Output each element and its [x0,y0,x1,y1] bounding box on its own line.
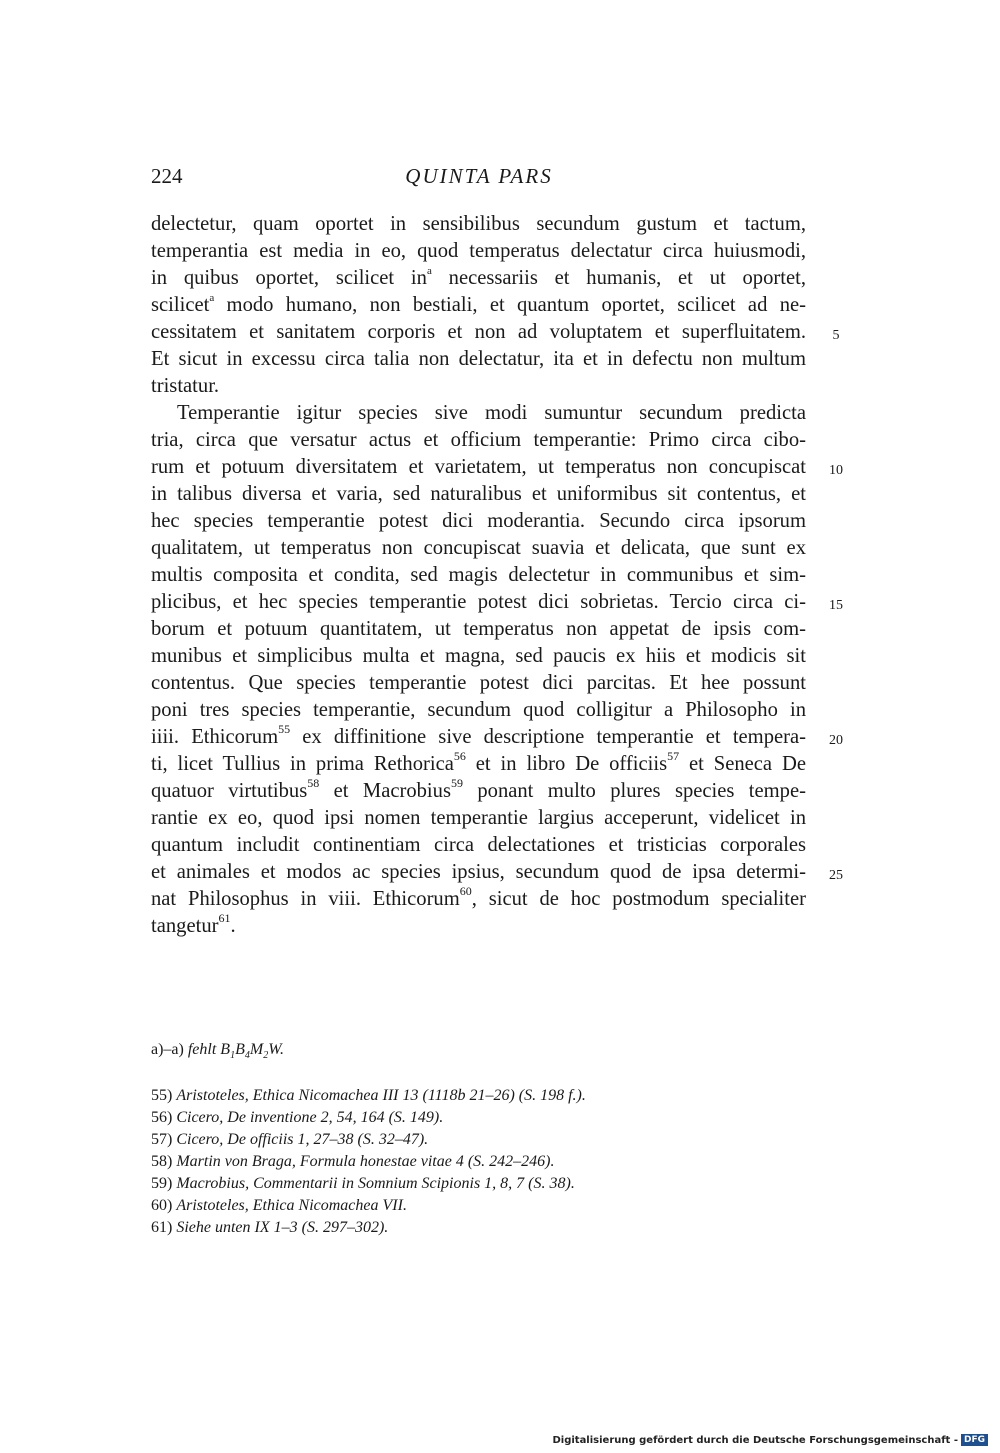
text-line: hec species temperantie potest dici moderantia. Secundo circa ipsorum [151,510,806,532]
text-line: cessitatem et sanitatem corporis et non ad voluptatem et superfluitatem. [151,321,806,343]
footer-text: Digitalisierung gefördert durch die Deutsche Forschungsgemeinschaft - [552,1434,958,1446]
text-line: in quibus oportet, scilicet $in^a$ necessariis et humanis, et ut oportet, [151,265,806,289]
text-line: poni tres species temperantie, secundum quod colligitur a Philosopho in [151,699,806,721]
text-line: munibus et simplicibus multa et magna, sed paucis ex hiis et modicis sit [151,645,806,667]
text-line: multis composita et condita, sed magis delectetur in communibus et sim- [151,564,806,586]
text-line: tristatur. [151,375,220,397]
text-line: et animales et modos ac species ipsius, secundum quod de ipsa determi- [151,861,806,883]
footnote-ref: 59 [450,776,463,791]
line-number: 25 [829,868,843,883]
text-line: quatuor virtutibus$^{58}$ et Macrobius$^{59}$ ponant multo plures species tempe- [151,776,806,802]
text-line: tangetur$^{61}$. [151,911,236,937]
text-line: quantum includit continentiam circa delectationes et tristicias corporales [151,834,806,856]
text-line: ti, licet Tullius in prima Rethorica$^{56}$ et in libro De officiis$^{57}$ et Seneca De [151,749,806,775]
text-line: scilicet$^a$ modo humano, non bestiali, et quantum oportet, scilicet ad ne- [151,292,806,316]
text-line: Et sicut in excessu circa talia non delectatur, ita et in defectu non multum [151,348,806,370]
dfg-logo: DFG [961,1434,988,1446]
text-line: nat Philosophus in viii. Ethicorum$^{60}$, sicut de hoc postmodum specialiter [151,884,806,910]
text-line: tria, circa que versatur actus et officium temperantie: Primo circa cibo- [151,429,806,451]
digitization-footer [552,1434,988,1446]
text-line: temperantia est media in eo, quod temperatus delectatur circa huiusmodi, [151,240,806,262]
footnote: 55) Aristoteles, Ethica Nicomachea III 13 (1118b 21–26) (S. 198 f.). [151,1087,586,1104]
text-line: in talibus diversa et varia, sed naturalibus et uniformibus sit contentus, et [151,483,806,505]
text-line: rantie ex eo, quod ipsi nomen temperantie largius acceperunt, videlicet in [151,807,806,829]
text-line: qualitatem, ut temperatus non concupiscat suavia et delicata, que sunt ex [151,537,806,559]
apparatus-note: a)–a) fehlt $B_1B_4M_2W$. [151,1041,285,1062]
footnote-ref: 56 [453,749,466,764]
footnote: 61) Siehe unten IX 1–3 (S. 297–302). [151,1219,389,1236]
footnote-ref: 61 [218,911,231,926]
line-number: 5 [832,328,840,343]
footnote-ref: 55 [278,722,291,737]
running-head: QUINTA PARS [405,164,553,188]
text-line: plicibus, et hec species temperantie potest dici sobrietas. Tercio circa ci- [151,591,806,613]
footnote: 59) Macrobius, Commentarii in Somnium Scipionis 1, 8, 7 (S. 38). [151,1175,575,1192]
footnote-ref: 58 [307,776,320,791]
text-line: borum et potuum quantitatem, ut temperatus non appetat de ipsis com- [151,618,806,640]
text-line: contentus. Que species temperantie potest dici parcitas. Et hee possunt [151,672,806,694]
text-line: iiii. Ethicorum$^{55}$ ex diffinitione sive descriptione temperantie et tempera- [151,722,806,748]
apparatus-marker: a [426,265,432,278]
line-number: 15 [829,598,843,613]
footnote: 58) Martin von Braga, Formula honestae vitae 4 (S. 242–246). [151,1153,555,1170]
footnote: 56) Cicero, De inventione 2, 54, 164 (S. 149). [151,1109,444,1126]
apparatus-marker: a [209,292,215,305]
page-number: 224 [151,164,183,188]
text-line: Temperantie igitur species sive modi sumuntur secundum predicta [177,402,806,424]
text-line: delectetur, quam oportet in sensibilibus secundum gustum et tactum, [151,213,806,235]
footnote-ref: 60 [459,884,472,899]
footnote-ref: 57 [667,749,680,764]
footnote: 60) Aristoteles, Ethica Nicomachea VII. [151,1197,407,1214]
text-line: rum et potuum diversitatem et varietatem, ut temperatus non concupiscat [151,456,806,478]
line-number: 10 [829,463,843,478]
line-number: 20 [829,733,843,748]
footnote: 57) Cicero, De officiis 1, 27–38 (S. 32–47). [151,1131,429,1148]
